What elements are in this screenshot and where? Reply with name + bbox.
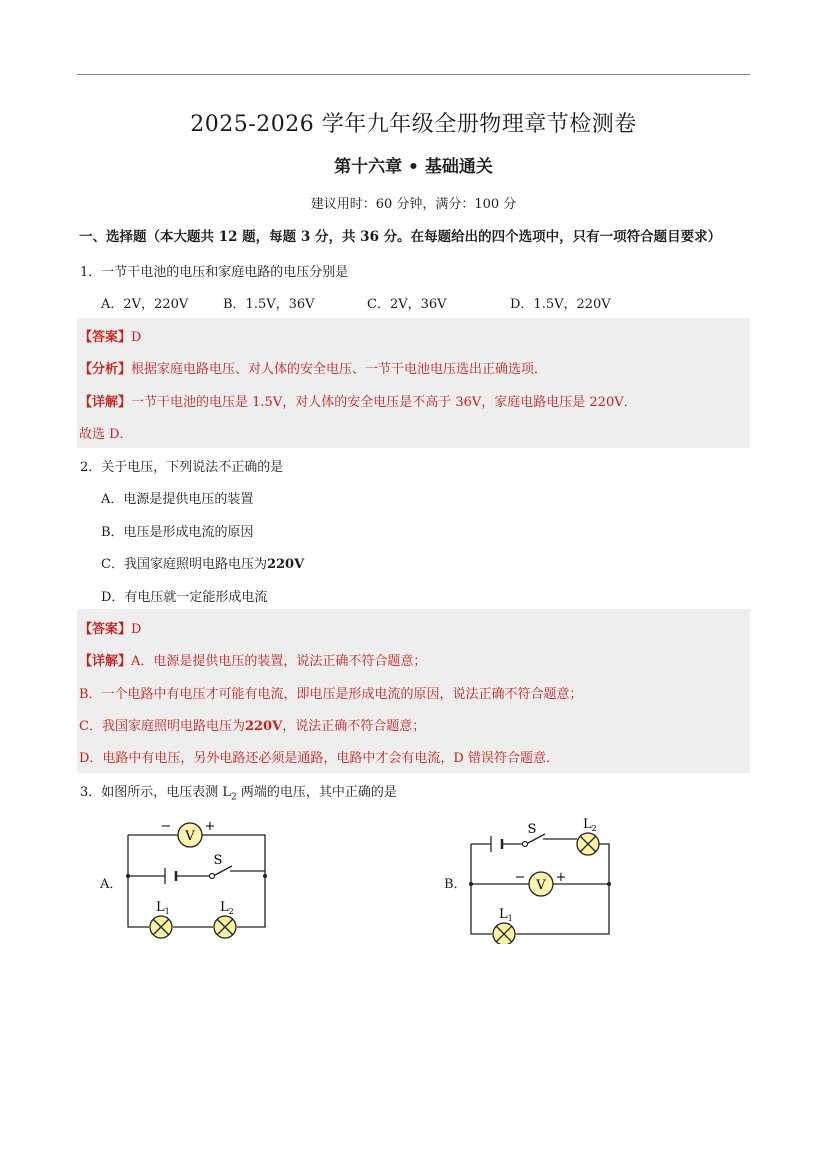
q2-option-c xyxy=(101,553,304,572)
q1-analysis xyxy=(79,358,547,377)
q1-answer-box xyxy=(77,318,750,448)
q1-analysis-text: 根据家庭电路电压、对人体的安全电压、一节干电池电压选出正确选项． xyxy=(131,362,548,377)
q2-answer-tag: 【答案】 xyxy=(79,622,132,637)
q1-analysis-tag: 【分析】 xyxy=(79,362,132,377)
q2-option-c-text: C．我国家庭照明电路电压为 xyxy=(101,557,267,572)
q2-detail-b: B．一个电路中有电压才可能有电流，即电压是形成电流的原因，说法正确不符合题意； xyxy=(79,687,583,702)
q2-option-a: A．电源是提供电压的装置 xyxy=(101,492,254,507)
q2-option-b: B．电压是形成电流的原因 xyxy=(101,525,254,540)
q1-answer xyxy=(79,326,141,345)
q2-option-d: D．有电压就一定能形成电流 xyxy=(101,590,268,605)
q2-detail-c-pre: C．我国家庭照明电路电压为 xyxy=(79,719,245,734)
circuit-a-diagram xyxy=(120,815,280,945)
q1-conclusion: 故选 D． xyxy=(79,427,133,442)
circuit-b-switch-label: S xyxy=(527,822,537,837)
q1-answer-tag: 【答案】 xyxy=(79,330,132,345)
circuit-b-lamp2-label: $L_2$ xyxy=(583,817,597,833)
circuit-a-plus: + xyxy=(204,819,216,834)
q1-option-c: C．2V，36V xyxy=(367,297,447,312)
q2-option-c-value: 220V xyxy=(266,557,305,572)
exam-title: 2025-2026 学年九年级全册物理章节检测卷 xyxy=(190,112,637,137)
q2-detail-line-a xyxy=(79,650,426,669)
circuit-a-outer-wire xyxy=(128,835,265,927)
q2-detail-c-post: ，说法正确不符合题意； xyxy=(282,719,426,734)
q1-option-a: A．2V，220V xyxy=(101,297,189,312)
circuit-b-plus: + xyxy=(555,870,567,885)
circuit-b-node-left xyxy=(469,882,473,886)
q2-detail-c-value: 220V xyxy=(244,719,283,734)
chapter-subtitle: 第十六章 • 基础通关 xyxy=(334,157,493,177)
circuit-a-meter-label: V xyxy=(185,829,195,844)
q2-detail-line-c xyxy=(79,715,425,734)
circuit-b-label: B． xyxy=(444,877,467,892)
header-rule xyxy=(77,74,750,75)
q1-detail-tag: 【详解】 xyxy=(79,395,132,410)
circuit-b-node-right xyxy=(607,882,611,886)
q1-option-d: D．1.5V，220V xyxy=(510,297,611,312)
q2-stem: 2．关于电压，下列说法不正确的是 xyxy=(80,460,284,475)
time-info: 建议用时：60 分钟，满分：100 分 xyxy=(310,197,517,212)
circuit-a-node-right xyxy=(263,874,267,878)
circuit-a-switch-label: S xyxy=(213,853,223,868)
section-heading: 一、选择题（本大题共 12 题，每题 3 分，共 36 分。在每题给出的四个选项中，只有一项符合题目要求） xyxy=(79,229,722,245)
circuit-a-minus: − xyxy=(160,819,172,834)
circuit-a-label: A． xyxy=(100,877,123,892)
circuit-b-minus: − xyxy=(514,870,526,885)
q2-detail-tag: 【详解】 xyxy=(79,654,132,669)
q1-detail-text: 一节干电池的电压是 1.5V，对人体的安全电压是不高于 36V，家庭电路电压是 220V． xyxy=(131,395,637,410)
circuit-a-middle-wire xyxy=(128,871,265,876)
q2-answer xyxy=(79,618,141,637)
circuit-a-lamp1-label: $L_1$ xyxy=(156,900,170,916)
q3-stem-sub: 2 xyxy=(231,792,237,803)
q1-detail xyxy=(79,391,637,410)
q1-answer-value: D xyxy=(131,330,142,345)
circuit-a-lamp2-label: $L_2$ xyxy=(220,900,234,916)
q3-stem xyxy=(80,781,397,803)
q3-stem-post: 两端的电压，其中正确的是 xyxy=(236,785,397,800)
q2-detail-d: D．电路中有电压，另外电路还必须是通路，电路中才会有电流，D 错误符合题意． xyxy=(79,751,559,766)
circuit-b-diagram xyxy=(462,812,622,944)
q3-stem-pre: 3．如图所示，电压表测 L xyxy=(80,785,232,800)
circuit-b-meter-label: V xyxy=(536,878,546,893)
q1-option-b: B．1.5V，36V xyxy=(223,297,315,312)
circuit-b-lamp1-label: $L_1$ xyxy=(499,907,513,923)
q2-answer-value: D xyxy=(131,622,142,637)
circuit-b-switch-pivot xyxy=(523,842,528,847)
q2-detail-a: A．电源是提供电压的装置，说法正确不符合题意； xyxy=(131,654,427,669)
circuit-a-switch-pivot xyxy=(210,874,215,879)
q1-stem: 1．一节干电池的电压和家庭电路的电压分别是 xyxy=(80,265,349,280)
circuit-a-node-left xyxy=(126,874,130,878)
